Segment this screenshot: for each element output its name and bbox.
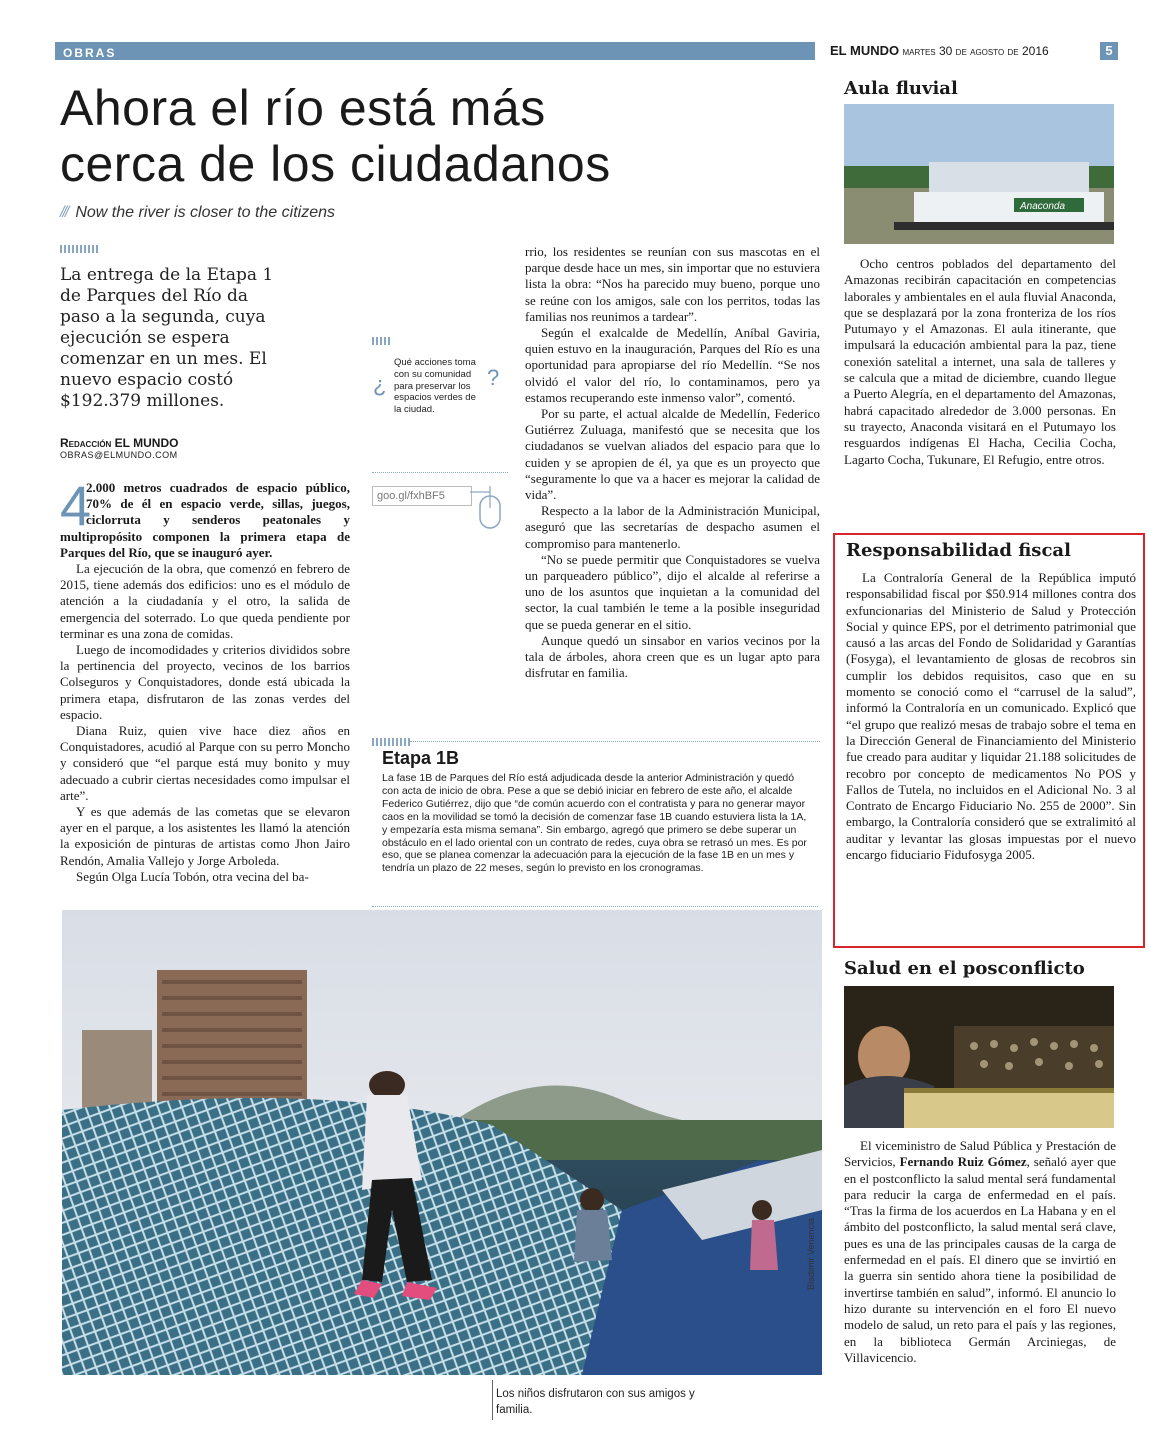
body-paragraph: Aunque quedó un sinsabor en varios vecinos por la tala de árboles, ahora creen que es un lugar apto para disfrutar en familia.	[525, 632, 820, 681]
etapa-divider	[410, 741, 820, 742]
fiscal-title: Responsabilidad fiscal	[846, 540, 1071, 561]
headline-line-1: Ahora el río está más	[60, 80, 546, 136]
body-paragraph: La ejecución de la obra, que comenzó en febrero de 2015, tiene además dos edificios: uno es el módulo de atención a la ciudadanía y el otro, la salida de emergencia del soterrado. Lo que queda pendiente por terminar es una zona de comidas.	[60, 561, 350, 641]
body-paragraph: Respecto a la labor de la Administración Municipal, aseguró que las secretarías de despacho asumen el compromiso para mantenerlo.	[525, 503, 820, 551]
body-paragraph: Según el exalcalde de Medellín, Aníbal Gaviria, quien estuvo en la inauguración, Parques del Río es una oportunidad para apropiarse del río Medellín. “Se nos olvidó el valor del río, lo contaminamos, pero ya estamos recuperando este inmenso valor”, comentó.	[525, 325, 820, 405]
body-paragraph: Por su parte, el actual alcalde de Medellín, Federico Gutiérrez Zuluaga, manifestó que se necesita que los ciudadanos se vuelvan aliados del espacio para que lo cuiden y se apropien de él, ya que es un proyecto que “seguramente lo que va a hacer es mejorar la calidad de vida”.	[525, 406, 820, 503]
etapa-title: Etapa 1B	[382, 748, 460, 768]
aula-title: Aula fluvial	[844, 78, 958, 99]
photo-caption: Los niños disfrutaron con sus amigos y familia.	[496, 1388, 695, 1416]
salud-text-b: , señaló ayer que en el postconflicto la salud mental será fundamental para reducir la carga de enfermedad en el país. “Tras la firma de los acuerdos en La Habana y en el ámbito del postconflicto, la salud mental será clave, pues es una de las principales causas de la carga de enfermedad en el país. El dinero que se invirtió en la guerra sin sentido ahora tiene la posibilidad de invertirse también en salud”, informó. El anuncio lo hizo durante su intervención en el foro El nuevo modelo de salud, un reto para el país y las regiones, en la biblioteca Germán Arciniegas, de Villavicencio.	[844, 1154, 1117, 1365]
paper-name: EL MUNDO	[830, 43, 900, 58]
salud-official-name: Fernando Ruiz Gómez	[899, 1154, 1027, 1170]
subhead-text: Now the river is closer to the citizens	[75, 204, 335, 221]
body-paragraph: Según Olga Lucía Tobón, otra vecina del ba-	[76, 868, 309, 884]
fiscal-text	[846, 570, 1136, 863]
main-photo-park-net	[62, 910, 822, 1375]
etapa-marker	[372, 738, 412, 746]
aula-photo-boat	[844, 104, 1114, 244]
subhead	[60, 204, 660, 222]
boat-name: Anaconda	[1020, 201, 1066, 212]
short-link[interactable]: goo.gl/fxhBF5	[372, 486, 472, 506]
body-paragraph: Y es que además de las cometas que se elevaron ayer en el parque, a los asistentes les llamó la atención la exposición de pinturas de artistas como Jhon Jairo Rendón, Amalia Vallejo y Jorge Arboleda.	[60, 804, 350, 868]
qa-question: Qué acciones toma con su comunidad para preservar los espacios verdes de la ciudad.	[394, 357, 476, 416]
masthead	[830, 42, 1092, 60]
byline-email: OBRAS@ELMUNDO.COM	[60, 450, 178, 460]
article-column-1	[60, 474, 350, 885]
page-number: 5	[1100, 42, 1118, 60]
salud-paragraph	[844, 1138, 1116, 1366]
body-paragraph: “No se puede permitir que Conquistadores se vuelva un parqueadero público”, dijo el alcalde al referirse a uno de los asuntos que inquietan a la comunidad del sector, la cual también le teme a la posible inseguridad que se pueda generar en el sitio.	[525, 551, 820, 632]
salud-text	[844, 1138, 1116, 1366]
intro-paragraph: 2.000 metros cuadrados de espacio público, 70% de él en espacio verde, sillas, juegos, ciclorruta y senderos peatonales y multipropósito componen la primera etapa de Parques del Río, que se inauguró ayer.	[60, 480, 350, 560]
salud-text-a: El viceministro de Salud Pública y Prestación de Servicios,	[844, 1138, 1116, 1170]
body-paragraph: rrio, los residentes se reunían con sus mascotas en el parque desde hace un mes, sin importar que no estuviera lista la obra: “Nos ha parecido muy bueno, porque uno se reúne con los amigos, sale con los perritos, todas las familias nos reunimos a tardear”.	[525, 244, 820, 324]
body-paragraph: Diana Ruiz, quien vive hace diez años en Conquistadores, acudió al Parque con su perro Moncho y consideró que “el parque está muy bonito y muy adecuado a cubrir ciertas necesidades como impulsar el arte”.	[60, 723, 350, 803]
qa-divider	[372, 472, 508, 473]
etapa-bottom-divider	[372, 906, 818, 907]
question-open-icon: ¿	[373, 372, 387, 397]
aula-text	[844, 256, 1116, 468]
salud-title: Salud en el posconflicto	[844, 958, 1085, 979]
drop-cap: 4	[60, 474, 92, 537]
headline-line-2: cerca de los ciudadanos	[60, 136, 611, 192]
byline	[60, 436, 300, 460]
body-paragraph: Luego de incomodidades y criterios divididos sobre la pertinencia del proyecto, vecinos de los barrios Colseguros y Conquistadores, donde está ubicada la primera etapa, disfrutaron de las zonas verdes del espacio.	[60, 642, 350, 722]
subhead-slashes: ///	[60, 204, 68, 221]
qa-marker	[372, 337, 392, 345]
caption-divider	[492, 1380, 493, 1420]
salud-photo-speaker	[844, 986, 1114, 1128]
headline	[60, 80, 820, 192]
section-label: OBRAS	[63, 46, 117, 60]
lead-paragraph: La entrega de la Etapa 1 de Parques del Río da paso a la segunda, cuya ejecución se espera comenzar en un mes. El nuevo espacio costó $192.379 millones.	[60, 265, 274, 411]
lead-marker	[60, 245, 100, 253]
mouse-icon	[470, 480, 510, 534]
article-column-2	[525, 244, 820, 681]
section-tag	[55, 42, 815, 60]
issue-date: martes 30 de agosto de 2016	[902, 44, 1049, 58]
aula-paragraph: Ocho centros poblados del departamento del Amazonas recibirán capacitación en competencias laborales y ambientales en el aula fluvial Anaconda, que se desplazará por la zona fronteriza de los ríos Putumayo y el Amazonas. El aula itinerante, que impulsará la educación ambiental para la paz, tiene conexión satelital a internet, una sala de talleres y se calcula que a mitad de diciembre, cuando llegue a Puerto Alegría, en el departamento del Amazonas, habrá capacitado alrededor de 3.000 personas. En su trayecto, Anaconda visitará en el Putumayo los resguardos indígenas El Hacha, Cecilia Cocha, Lagarto Cocha, Tukunare, El Refugio, entre otros.	[844, 256, 1116, 467]
question-close-icon: ?	[487, 365, 500, 390]
byline-name: Redacción EL MUNDO	[60, 436, 179, 450]
photo-credit: Bladimir Venencia	[806, 1217, 816, 1290]
etapa-text: La fase 1B de Parques del Río está adjudicada desde la anterior Administración y quedó con acta de inicio de obra. Pese a que se debió iniciar en febrero de este año, el alcalde Federico Gutiérrez, dijo que “de común acuerdo con el contratista y para no generar mayor caos en la movilidad se tomó la decisión de comenzar fase 1B cuando estuviera lista la 1A, y empezaría esta misma semana”. Sin embargo, agregó que primero se debe superar un obstáculo en el lado oriental con un contrato de redes, cuya obra se retrasó un mes. Es por eso, que se planea comenzar la adecuación para la ejecución de la fase 1B en un mes y tendría un plazo de 22 meses, según lo previsto en los cronogramas.	[382, 772, 807, 875]
fiscal-paragraph: La Contraloría General de la República imputó responsabilidad fiscal por $50.914 millones contra dos exfuncionarias del Ministerio de Salud y Protección Social y quince EPS, por el detrimento patrimonial que causó a las arcas del Fondo de Solidaridad y Garantías (Fosyga), el levantamiento de glosas de recobros sin cumplir los debidos requisitos, caso que en su momento se conoció como el “carrusel de la salud”, informó la Contraloría en un comunicado. Explicó que “el grupo que realizó mesas de trabajo sobre el tema en la Dirección General de Financiamiento del Ministerio fue creado para auditar y liquidar 21.188 solicitudes de recobro por concepto de medicamentos No POS y Fallos de Tutela, no incluidos en el Adicional No. 3 al Contrato de Encargo Fiduciario No. 255 de 2000”. Sin embargo, la Contraloría consideró que se extralimitó al auditar y levantar las glosas impuestas por el nuevo encargo fiduciario Fidufosyga 2005.	[846, 570, 1136, 863]
